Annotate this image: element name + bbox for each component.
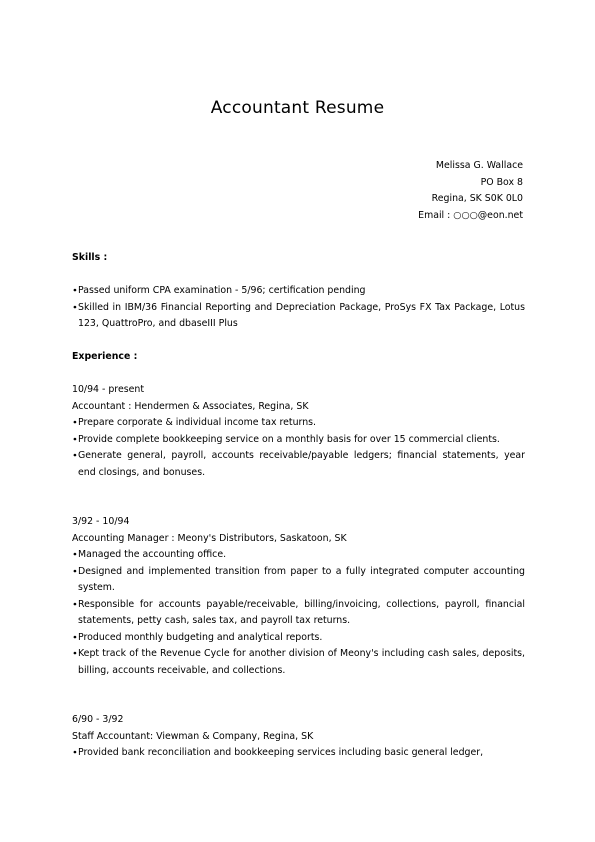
- contact-city: Regina, SK S0K 0L0: [431, 193, 523, 204]
- job-item: ∙ Responsible for accounts payable/receivable, billing/invoicing, collections, payroll, financial statements, petty cash, sales tax, and payroll tax returns.: [72, 597, 525, 630]
- job-dates: 10/94 - present: [72, 384, 144, 395]
- job-item: ∙ Prepare corporate & individual income tax returns.: [72, 415, 525, 432]
- skills-heading: Skills :: [72, 252, 108, 263]
- contact-email: Email : ○○○@eon.net: [418, 209, 523, 221]
- job-dates: 6/90 - 3/92: [72, 714, 124, 725]
- job-role: Accounting Manager : Meony's Distributors, Saskatoon, SK: [72, 532, 347, 544]
- skill-item: ∙ Skilled in IBM/36 Financial Reporting and Depreciation Package, ProSys FX Tax Package, Lotus 123, QuattroPro, and dbaseIII Plus: [72, 300, 525, 333]
- resume-body: [72, 250, 525, 762]
- job-role: Staff Accountant: Viewman & Company, Regina, SK: [72, 730, 314, 742]
- experience-heading: Experience :: [72, 351, 138, 362]
- job-item: ∙ Provided bank reconciliation and bookkeeping services including basic general ledger,: [72, 745, 525, 762]
- job-item: ∙ Generate general, payroll, accounts receivable/payable ledgers; financial statements, year end closings, and bonuses.: [72, 448, 525, 481]
- job-item: ∙ Produced monthly budgeting and analytical reports.: [72, 630, 525, 647]
- skill-item: ∙ Passed uniform CPA examination - 5/96; certification pending: [72, 283, 525, 300]
- job-role: Accountant : Hendermen & Associates, Regina, SK: [72, 400, 309, 412]
- contact-box: PO Box 8: [480, 176, 523, 188]
- job-item: ∙ Managed the accounting office.: [72, 547, 525, 564]
- contact-name: Melissa G. Wallace: [435, 160, 523, 171]
- job-dates: 3/92 - 10/94: [72, 516, 130, 527]
- job-item: ∙ Provide complete bookkeeping service on a monthly basis for over 15 commercial clients.: [72, 432, 525, 449]
- document-title: Accountant Resume: [210, 98, 385, 118]
- contact-block: [418, 158, 523, 224]
- job-item: ∙ Kept track of the Revenue Cycle for another division of Meony's including cash sales, deposits, billing, accounts receivable, and collections.: [72, 646, 525, 679]
- job-item: ∙ Designed and implemented transition from paper to a fully integrated computer accounting system.: [72, 564, 525, 597]
